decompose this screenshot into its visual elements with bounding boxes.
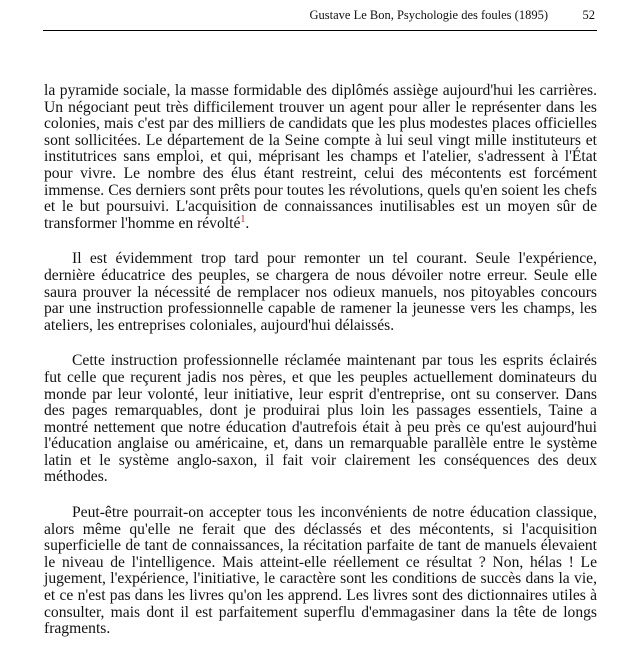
- footnote-ref-link[interactable]: 1: [240, 213, 246, 225]
- body-text: [44, 83, 597, 657]
- paragraph-4: Peut-être pourrait-on accepter tous les inconvénients de notre éducation classique, alors même qu'elle ne ferait que des déclassés et des mécontents, si l'acquisition superficielle de tant de connaissances, la récitation parfaite de tant de manuels élevaient le niveau de l'intelligence. Mais atteint-elle réellement ce résultat ? Non, hélas ! Le jugement, l'expérience, l'initiative, le caractère sont les conditions de succès dans la vie, et ce n'est pas dans les livres qu'on les apprend. Les livres sont des dictionnaires utiles à consulter, mais dont il est parfaitement superflu d'emmagasiner dans la tête de longs fragments.: [44, 504, 597, 638]
- header-title: Gustave Le Bon, Psychologie des foules (1895): [309, 8, 548, 22]
- paragraph-1-end: .: [245, 214, 250, 232]
- paragraph-3: Cette instruction professionnelle réclamée maintenant par tous les esprits éclairés fut celle que reçurent jadis nos pères, et que les peuples actuellement dominateurs du monde par leur volonté, leur initiative, leur esprit d'entreprise, ont su conserver. Dans des pages remarquables, dont je produirai plus loin les passages essentiels, Taine a montré nettement que notre éducation d'autrefois était à peu près ce qu'est aujourd'hui l'éducation anglaise ou américaine, et, dans un remarquable parallèle entre le système latin et le système anglo-saxon, il fait voir clairement les conséquences des deux méthodes.: [44, 352, 597, 486]
- paragraph-2: Il est évidemment trop tard pour remonter un tel courant. Seule l'expérience, dernière éducatrice des peuples, se chargera de nous dévoiler notre erreur. Seule elle saura prouver la nécessité de remplacer nos odieux manuels, nos pitoyables concours par une instruction professionnelle capable de ramener la jeunesse vers les champs, les ateliers, les entreprises coloniales, aujourd'hui délaissés.: [44, 250, 597, 334]
- running-header: [43, 0, 597, 31]
- paragraph-1: [44, 83, 597, 232]
- page-number: 52: [582, 8, 595, 22]
- paragraph-1-text: la pyramide sociale, la masse formidable des diplômés assiège aujourd'hui les carrières. Un négociant peut très difficilement trouver un agent pour aller le représenter dans les colonies, mais c'est par des milliers de candidats que les plus modestes places officielles sont sollicitées. Le département de la Seine compte à lui seul vingt mille instituteurs et institutrices sans emploi, et qui, méprisant les champs et l'atelier, s'adressent à l'État pour vivre. Le nombre des élus étant restreint, celui des mécontents est forcément immense. Ces derniers sont prêts pour toutes les révolutions, quels qu'en soient les chefs et le but poursuivi. L'acquisition de connaissances inutilisables est un moyen sûr de transformer l'homme en révolté: [44, 82, 597, 232]
